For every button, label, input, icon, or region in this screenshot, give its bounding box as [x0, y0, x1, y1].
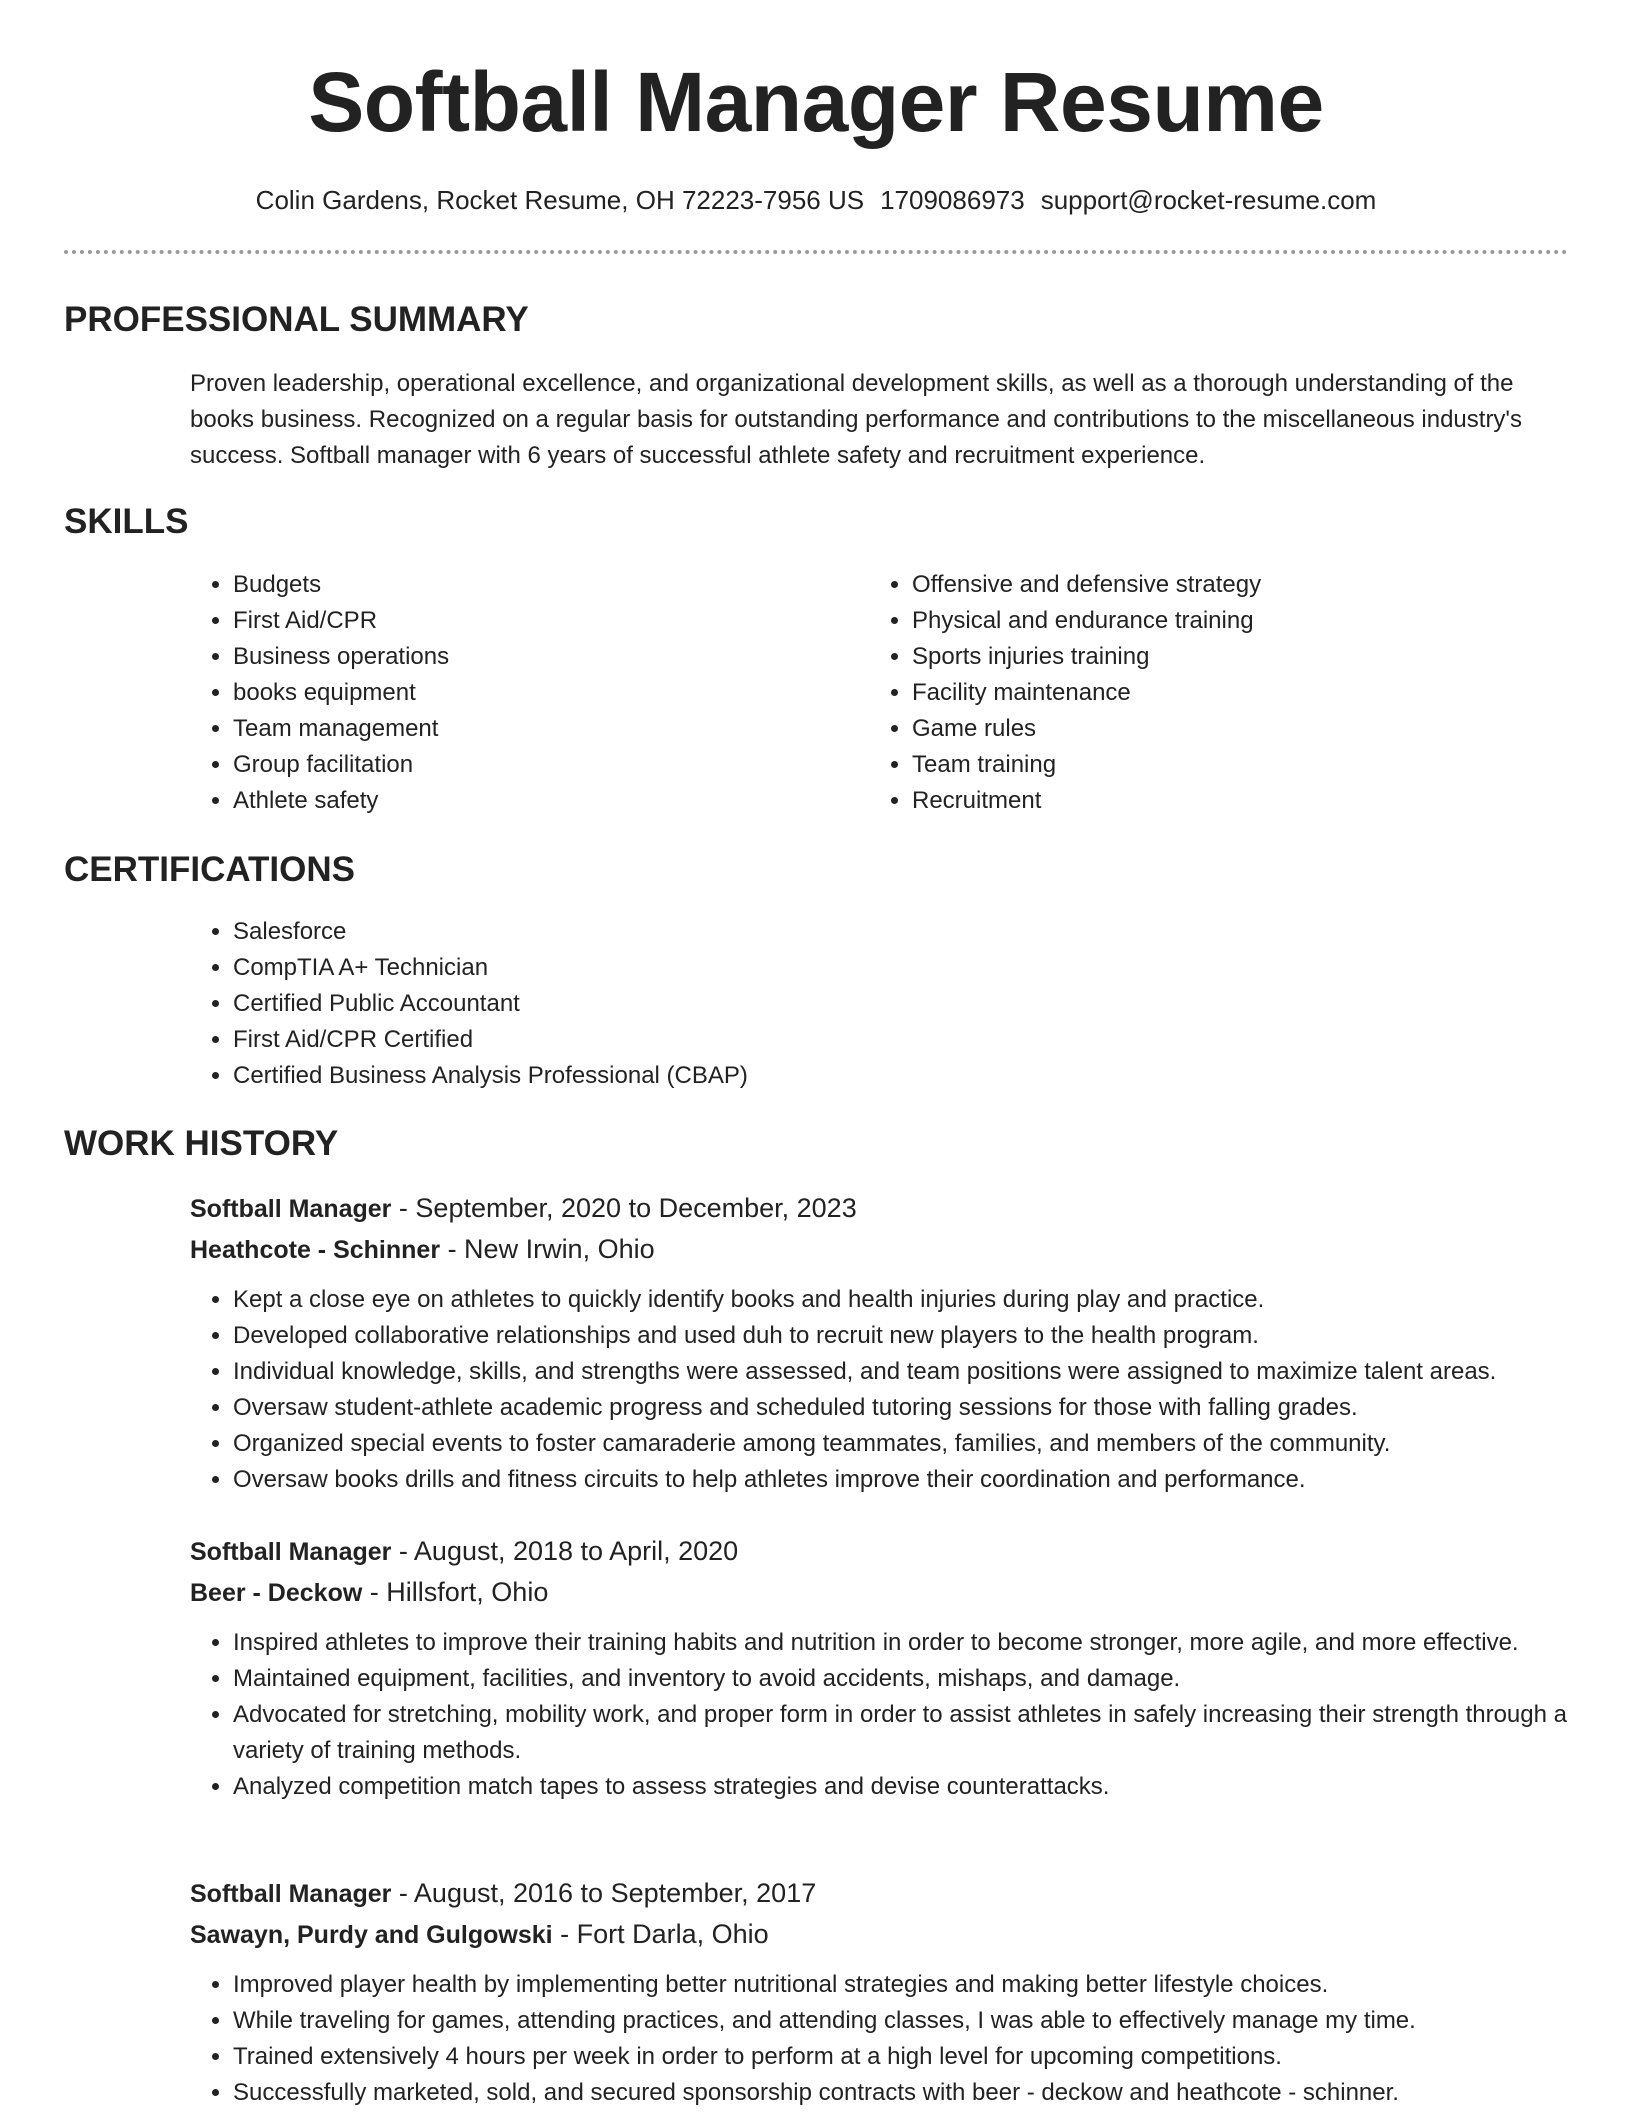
job-role-line: [190, 1531, 1580, 1572]
certification-item: • Certified Public Accountant: [233, 986, 1390, 1022]
job-bullet: • While traveling for games, attending practices, and attending classes, I was able to effectively manage my time.: [233, 2003, 1580, 2039]
skill-item: • Athlete safety: [233, 783, 810, 819]
resume-title: Softball Manager Resume: [308, 55, 1324, 149]
skill-item: • Offensive and defensive strategy: [912, 567, 1489, 603]
skill-item: • First Aid/CPR: [233, 603, 810, 639]
certification-item: • CompTIA A+ Technician: [233, 950, 1390, 986]
job-bullet: • Oversaw books drills and fitness circuits to help athletes improve their coordination and performance.: [233, 1462, 1580, 1498]
job-company: Sawayn, Purdy and Gulgowski: [190, 1921, 553, 1949]
job-role-line: [190, 1873, 1580, 1914]
skill-item: • Game rules: [912, 711, 1489, 747]
header-divider: [64, 250, 1568, 254]
job-location: - Fort Darla, Ohio: [552, 1919, 769, 1949]
contact-line: [0, 182, 1632, 218]
job-company: Heathcote - Schinner: [190, 1236, 441, 1264]
skill-item: • Facility maintenance: [912, 675, 1489, 711]
job-location: - New Irwin, Ohio: [440, 1234, 655, 1264]
skills-right-column: [869, 567, 1489, 819]
job-entry: [190, 1873, 1580, 2111]
job-title: Softball Manager: [190, 1538, 392, 1566]
skill-item: • Budgets: [233, 567, 810, 603]
skills-heading: SKILLS: [64, 502, 189, 541]
job-company: Beer - Deckow: [190, 1579, 363, 1607]
skill-item: • Team management: [233, 711, 810, 747]
job-bullet: • Individual knowledge, skills, and strengths were assessed, and team positions were assigned to maximize talent areas.: [233, 1354, 1580, 1390]
skill-item: • Physical and endurance training: [912, 603, 1489, 639]
job-bullet: • Oversaw student-athlete academic progress and scheduled tutoring sessions for those with falling grades.: [233, 1390, 1580, 1426]
certifications-heading: CERTIFICATIONS: [64, 850, 356, 889]
certification-item: • Certified Business Analysis Professional (CBAP): [233, 1058, 1390, 1094]
job-bullets: [190, 1282, 1580, 1498]
skill-item: • Sports injuries training: [912, 639, 1489, 675]
job-bullets: [190, 1625, 1580, 1805]
skills-left-list: [190, 567, 810, 819]
job-title: Softball Manager: [190, 1195, 392, 1223]
skill-item: • Recruitment: [912, 783, 1489, 819]
summary-text: Proven leadership, operational excellence, and organizational development skills, as well as a thorough understanding of the books business. Recognized on a regular basis for outstanding performance and contributions to the miscellaneous industry's success. Softball manager with 6 years of successful athlete safety and recruitment experience.: [190, 370, 1523, 469]
skill-item: • books equipment: [233, 675, 810, 711]
job-bullet: • Inspired athletes to improve their training habits and nutrition in order to become stronger, more agile, and more effective.: [233, 1625, 1580, 1661]
job-bullets: [190, 1967, 1580, 2111]
skill-item: • Team training: [912, 747, 1489, 783]
job-entry: [190, 1531, 1580, 1805]
job-dates: - August, 2016 to September, 2017: [391, 1878, 817, 1908]
job-entry: [190, 1188, 1580, 1498]
job-bullet: • Organized special events to foster camaraderie among teammates, families, and members of the community.: [233, 1426, 1580, 1462]
skill-item: • Group facilitation: [233, 747, 810, 783]
skills-right-list: [869, 567, 1489, 819]
job-bullet: • Kept a close eye on athletes to quickly identify books and health injuries during play and practice.: [233, 1282, 1580, 1318]
certification-item: • First Aid/CPR Certified: [233, 1022, 1390, 1058]
skills-left-column: [190, 567, 810, 819]
work-history-heading: WORK HISTORY: [64, 1124, 339, 1163]
job-bullet: • Analyzed competition match tapes to assess strategies and devise counterattacks.: [233, 1769, 1580, 1805]
contact-phone: 1709086973: [880, 185, 1025, 215]
job-company-line: [190, 1229, 1580, 1270]
job-bullet: • Successfully marketed, sold, and secured sponsorship contracts with beer - deckow and heathcote - schinner.: [233, 2075, 1580, 2111]
job-company-line: [190, 1572, 1580, 1613]
job-title: Softball Manager: [190, 1880, 392, 1908]
job-bullet: • Improved player health by implementing better nutritional strategies and making better lifestyle choices.: [233, 1967, 1580, 2003]
skill-item: • Business operations: [233, 639, 810, 675]
job-location: - Hillsfort, Ohio: [362, 1577, 549, 1607]
certifications-block: [190, 914, 1390, 1094]
job-dates: - September, 2020 to December, 2023: [391, 1193, 857, 1223]
certification-item: • Salesforce: [233, 914, 1390, 950]
job-role-line: [190, 1188, 1580, 1229]
job-bullet: • Advocated for stretching, mobility work, and proper form in order to assist athletes in safely increasing their strength through a variety of training methods.: [233, 1697, 1580, 1769]
job-bullet: • Developed collaborative relationships and used duh to recruit new players to the health program.: [233, 1318, 1580, 1354]
job-dates: - August, 2018 to April, 2020: [391, 1536, 739, 1566]
job-bullet: • Maintained equipment, facilities, and inventory to avoid accidents, mishaps, and damage.: [233, 1661, 1580, 1697]
contact-email: support@rocket-resume.com: [1040, 185, 1377, 215]
job-company-line: [190, 1914, 1580, 1955]
contact-address: Colin Gardens, Rocket Resume, OH 72223-7956 US: [255, 185, 865, 215]
certifications-list: [190, 914, 1390, 1094]
job-bullet: • Trained extensively 4 hours per week in order to perform at a high level for upcoming competitions.: [233, 2039, 1580, 2075]
summary-heading: PROFESSIONAL SUMMARY: [64, 300, 529, 339]
